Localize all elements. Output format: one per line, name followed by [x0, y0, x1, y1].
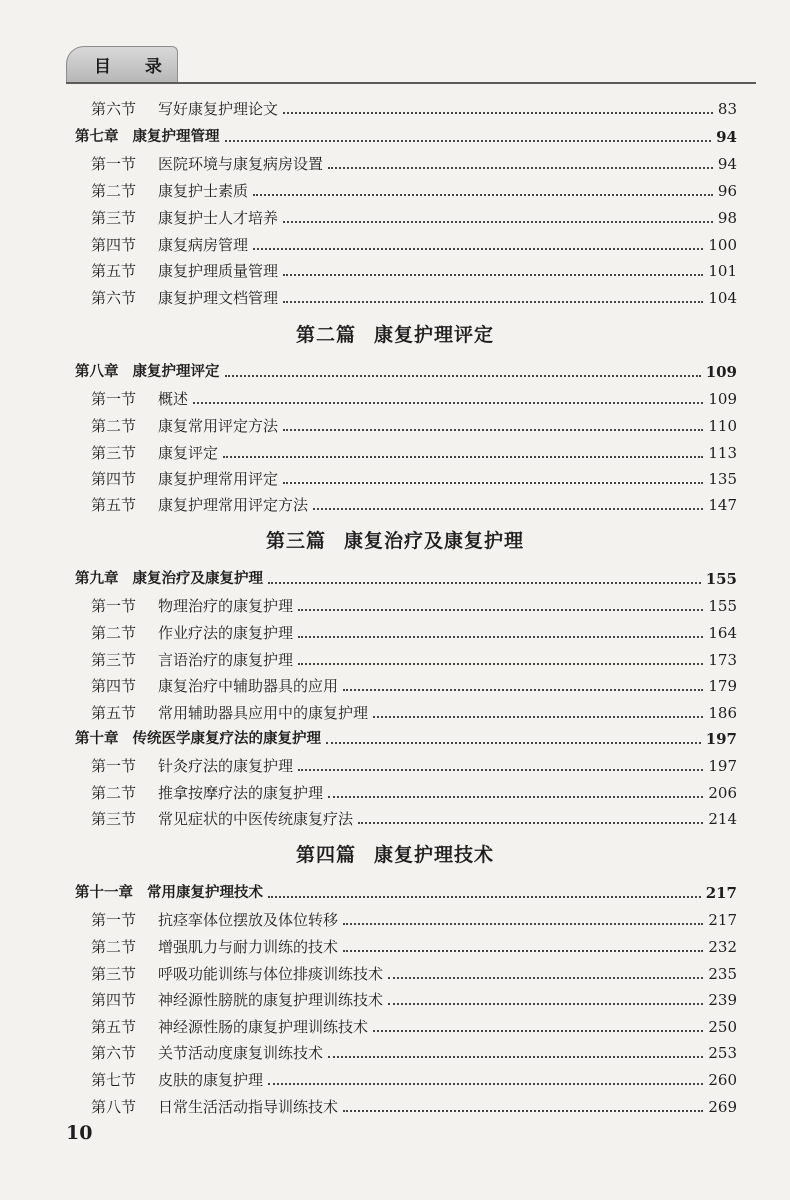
toc-section-entry[interactable] [0, 382, 790, 408]
entry-label [91, 236, 248, 254]
entry-page-number: 217 [705, 884, 737, 902]
toc-chapter-entry[interactable] [0, 722, 790, 748]
entry-title: 常用辅助器具应用中的康复护理 [158, 704, 369, 722]
section-number: 第六节 [91, 100, 137, 118]
entry-page-number: 232 [708, 938, 737, 956]
chapter-number: 第七章 [75, 129, 119, 145]
entry-label [91, 1098, 338, 1116]
entry-title: 神经源性膀胱的康复护理训练技术 [158, 991, 384, 1009]
section-number: 第六节 [91, 1044, 137, 1062]
section-number: 第三节 [91, 810, 137, 828]
entry-page-number: 206 [708, 784, 737, 802]
section-number: 第四节 [91, 677, 137, 695]
dot-leader [328, 1056, 703, 1058]
entry-title: 康复病房管理 [158, 236, 249, 254]
dot-leader [388, 977, 703, 979]
entry-label [91, 496, 308, 514]
entry-label [75, 570, 263, 588]
entry-label [75, 884, 263, 902]
entry-label [91, 417, 278, 435]
dot-leader [298, 769, 703, 771]
dot-leader [298, 609, 703, 611]
entry-title: 物理治疗的康复护理 [158, 597, 294, 615]
entry-title: 神经源性肠的康复护理训练技术 [158, 1018, 369, 1036]
entry-page-number: 155 [708, 597, 737, 615]
entry-title: 概述 [158, 390, 189, 408]
section-number: 第一节 [91, 911, 137, 929]
dot-leader [283, 274, 703, 276]
entry-title: 康复常用评定方法 [158, 417, 279, 435]
section-number: 第二节 [91, 784, 137, 802]
toc-section-entry[interactable] [0, 776, 790, 802]
toc-section-entry[interactable] [0, 92, 790, 118]
entry-label [91, 182, 248, 200]
entry-title: 抗痉挛体位摆放及体位转移 [158, 911, 339, 929]
entry-label [91, 1071, 263, 1089]
entry-title: 康复评定 [158, 444, 219, 462]
entry-title: 康复护理常用评定方法 [158, 496, 309, 514]
entry-page-number: 179 [708, 677, 737, 695]
dot-leader [373, 1030, 703, 1032]
entry-label [91, 100, 278, 118]
section-number: 第三节 [91, 965, 137, 983]
toc-section-entry[interactable] [0, 589, 790, 615]
section-number: 第五节 [91, 1018, 137, 1036]
section-number: 第四节 [91, 991, 137, 1009]
entry-page-number: 197 [705, 730, 737, 748]
toc-section-entry[interactable] [0, 903, 790, 929]
page-number: 10 [66, 1122, 93, 1144]
toc-section-entry[interactable] [0, 462, 790, 488]
toc-section-entry[interactable] [0, 174, 790, 200]
section-number: 第二节 [91, 624, 137, 642]
entry-title: 康复护理质量管理 [158, 262, 279, 280]
entry-title: 言语治疗的康复护理 [158, 651, 294, 669]
entry-title: 关节活动度康复训练技术 [158, 1044, 324, 1062]
section-number: 第一节 [91, 390, 137, 408]
toc-section-entry[interactable] [0, 147, 790, 173]
section-number: 第一节 [91, 757, 137, 775]
entry-page-number: 94 [717, 155, 737, 173]
entry-page-number: 101 [708, 262, 737, 280]
entry-title: 康复护理文档管理 [158, 289, 279, 307]
entry-title: 康复护理评定 [132, 364, 220, 380]
toc-section-entry[interactable] [0, 749, 790, 775]
section-number: 第一节 [91, 155, 137, 173]
section-number: 第五节 [91, 262, 137, 280]
dot-leader [343, 923, 703, 925]
entry-title: 康复护士人才培养 [158, 209, 279, 227]
dot-leader [358, 822, 703, 824]
header-rule [66, 82, 756, 84]
chapter-number: 第十章 [75, 731, 119, 747]
entry-page-number: 253 [708, 1044, 737, 1062]
dot-leader [268, 1083, 703, 1085]
entry-page-number: 96 [717, 182, 737, 200]
dot-leader [225, 140, 712, 142]
part-title: 康复护理技术 [374, 844, 495, 866]
entry-label [91, 704, 368, 722]
entry-label [91, 444, 218, 462]
dot-leader [326, 742, 701, 744]
entry-label [91, 209, 278, 227]
toc-section-entry[interactable] [0, 488, 790, 514]
dot-leader [283, 221, 713, 223]
entry-label [91, 262, 278, 280]
toc-section-entry[interactable] [0, 228, 790, 254]
entry-label [75, 128, 220, 146]
toc-section-entry[interactable] [0, 957, 790, 983]
entry-title: 作业疗法的康复护理 [158, 624, 294, 642]
entry-title: 康复治疗及康复护理 [132, 571, 263, 587]
entry-page-number: 269 [708, 1098, 737, 1116]
entry-title: 皮肤的康复护理 [158, 1071, 264, 1089]
dot-leader [253, 248, 703, 250]
entry-title: 写好康复护理论文 [158, 100, 279, 118]
part-title: 康复护理评定 [374, 324, 495, 346]
entry-page-number: 186 [708, 704, 737, 722]
section-number: 第三节 [91, 444, 137, 462]
toc-chapter-entry[interactable] [0, 876, 790, 902]
section-number: 第三节 [91, 651, 137, 669]
entry-label [75, 363, 220, 381]
section-number: 第六节 [91, 289, 137, 307]
entry-page-number: 250 [708, 1018, 737, 1036]
entry-label [91, 1044, 323, 1062]
entry-page-number: 109 [705, 363, 737, 381]
entry-label [91, 784, 323, 802]
dot-leader [298, 663, 703, 665]
entry-page-number: 260 [708, 1071, 737, 1089]
part-heading [0, 840, 790, 867]
entry-page-number: 113 [708, 444, 737, 462]
entry-title: 常见症状的中医传统康复疗法 [158, 810, 354, 828]
entry-title: 康复护理管理 [132, 129, 220, 145]
dot-leader [373, 716, 703, 718]
entry-page-number: 239 [708, 991, 737, 1009]
entry-page-number: 109 [708, 390, 737, 408]
toc-section-entry[interactable] [0, 436, 790, 462]
entry-page-number: 164 [708, 624, 737, 642]
chapter-number: 第八章 [75, 364, 119, 380]
section-number: 第三节 [91, 209, 137, 227]
section-number: 第五节 [91, 704, 137, 722]
toc-chapter-entry[interactable] [0, 120, 790, 146]
part-number: 第四篇 [295, 844, 356, 866]
toc-section-entry[interactable] [0, 802, 790, 828]
entry-label [91, 965, 383, 983]
entry-label [91, 597, 293, 615]
entry-title: 呼吸功能训练与体位排痰训练技术 [158, 965, 384, 983]
dot-leader [283, 301, 703, 303]
chapter-number: 第十一章 [75, 885, 133, 901]
entry-label [91, 991, 383, 1009]
entry-label [91, 624, 293, 642]
toc-section-entry[interactable] [0, 930, 790, 956]
entry-title: 康复治疗中辅助器具的应用 [158, 677, 339, 695]
entry-label [91, 155, 323, 173]
entry-page-number: 147 [708, 496, 737, 514]
toc-section-entry[interactable] [0, 409, 790, 435]
dot-leader [283, 429, 703, 431]
entry-title: 传统医学康复疗法的康复护理 [132, 731, 321, 747]
entry-title: 日常生活活动指导训练技术 [158, 1098, 339, 1116]
dot-leader [343, 950, 703, 952]
dot-leader [328, 796, 703, 798]
section-number: 第二节 [91, 938, 137, 956]
entry-label [91, 810, 353, 828]
entry-label [91, 911, 338, 929]
toc-chapter-entry[interactable] [0, 562, 790, 588]
dot-leader [388, 1003, 703, 1005]
entry-title: 医院环境与康复病房设置 [158, 155, 324, 173]
dot-leader [343, 689, 703, 691]
toc-section-entry[interactable] [0, 983, 790, 1009]
dot-leader [328, 167, 713, 169]
entry-label [91, 651, 293, 669]
toc-chapter-entry[interactable] [0, 355, 790, 381]
entry-page-number: 135 [708, 470, 737, 488]
entry-label [91, 757, 293, 775]
section-number: 第五节 [91, 496, 137, 514]
section-number: 第二节 [91, 417, 137, 435]
toc-section-entry[interactable] [0, 201, 790, 227]
entry-title: 增强肌力与耐力训练的技术 [158, 938, 339, 956]
part-title: 康复治疗及康复护理 [344, 530, 525, 552]
entry-title: 推拿按摩疗法的康复护理 [158, 784, 324, 802]
entry-label [91, 470, 278, 488]
entry-page-number: 155 [705, 570, 737, 588]
toc-section-entry[interactable] [0, 1063, 790, 1089]
entry-label [91, 1018, 368, 1036]
toc-section-entry[interactable] [0, 1090, 790, 1116]
entry-label [91, 677, 338, 695]
entry-title: 针灸疗法的康复护理 [158, 757, 294, 775]
part-heading [0, 526, 790, 553]
dot-leader [343, 1110, 703, 1112]
entry-page-number: 94 [716, 128, 737, 146]
part-number: 第二篇 [295, 324, 356, 346]
toc-section-entry[interactable] [0, 281, 790, 307]
entry-title: 康复护理常用评定 [158, 470, 279, 488]
entry-label [91, 390, 188, 408]
dot-leader [283, 482, 703, 484]
toc-section-entry[interactable] [0, 696, 790, 722]
part-number: 第三篇 [265, 530, 326, 552]
entry-page-number: 100 [708, 236, 737, 254]
dot-leader [223, 456, 703, 458]
section-number: 第一节 [91, 597, 137, 615]
chapter-number: 第九章 [75, 571, 119, 587]
entry-page-number: 214 [708, 810, 737, 828]
section-number: 第二节 [91, 182, 137, 200]
dot-leader [268, 896, 701, 898]
entry-page-number: 235 [708, 965, 737, 983]
entry-page-number: 217 [708, 911, 737, 929]
section-number: 第七节 [91, 1071, 137, 1089]
entry-page-number: 98 [717, 209, 737, 227]
dot-leader [268, 582, 701, 584]
entry-title: 常用康复护理技术 [147, 885, 263, 901]
toc-section-entry[interactable] [0, 254, 790, 280]
entry-page-number: 83 [717, 100, 737, 118]
section-number: 第八节 [91, 1098, 137, 1116]
dot-leader [283, 112, 713, 114]
header-title: 目 录 [94, 57, 176, 77]
entry-page-number: 173 [708, 651, 737, 669]
toc-section-entry[interactable] [0, 1036, 790, 1062]
toc-section-entry[interactable] [0, 1010, 790, 1036]
entry-page-number: 197 [708, 757, 737, 775]
toc-section-entry[interactable] [0, 616, 790, 642]
entry-page-number: 104 [708, 289, 737, 307]
toc-section-entry[interactable] [0, 643, 790, 669]
section-number: 第四节 [91, 236, 137, 254]
entry-title: 康复护士素质 [158, 182, 249, 200]
dot-leader [298, 636, 703, 638]
part-heading [0, 320, 790, 347]
section-number: 第四节 [91, 470, 137, 488]
toc-section-entry[interactable] [0, 669, 790, 695]
entry-label [75, 730, 321, 748]
entry-label [91, 289, 278, 307]
dot-leader [253, 194, 713, 196]
entry-page-number: 110 [708, 417, 737, 435]
entry-label [91, 938, 338, 956]
dot-leader [313, 508, 703, 510]
dot-leader [193, 402, 703, 404]
dot-leader [225, 375, 701, 377]
